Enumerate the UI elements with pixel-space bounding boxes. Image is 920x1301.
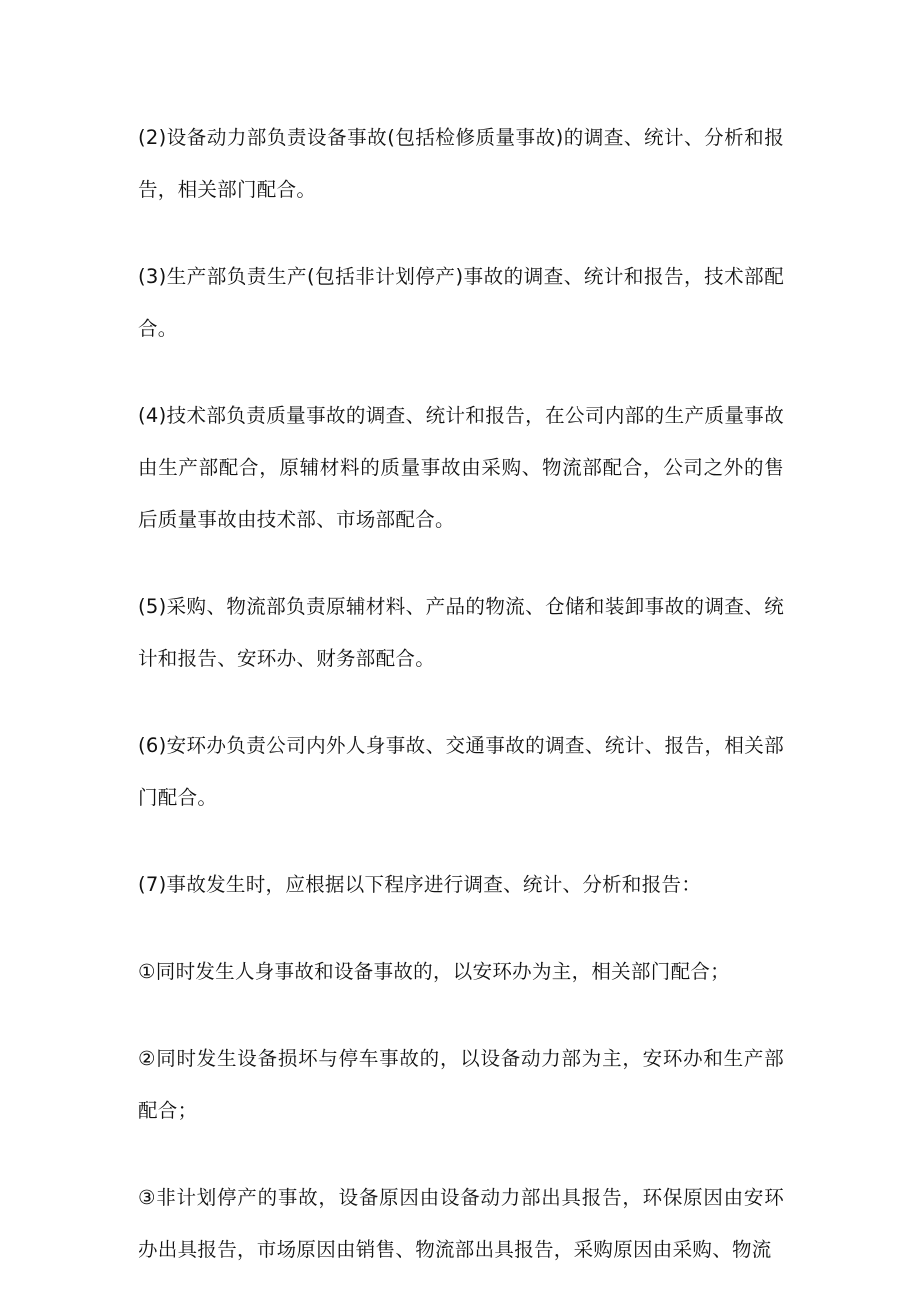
paragraph-7: (7)事故发生时，应根据以下程序进行调查、统计、分析和报告： <box>138 873 702 896</box>
list-item-3: ③非计划停产的事故，设备原因由设备动力部出具报告，环保原因由安环办出具报告，市场原因由销售、物流部出具报告，采购原因由采购、物流 <box>138 1186 784 1261</box>
list-item-2: ②同时发生设备损坏与停车事故的，以设备动力部为主，安环办和生产部配合； <box>138 1047 784 1122</box>
paragraph-5: (5)采购、物流部负责原辅材料、产品的物流、仓储和装卸事故的调查、统计和报告、安环办、财务部配合。 <box>138 595 784 670</box>
paragraph-3: (3)生产部负责生产(包括非计划停产)事故的调查、统计和报告，技术部配合。 <box>138 265 784 340</box>
paragraph-4: (4)技术部负责质量事故的调查、统计和报告，在公司内部的生产质量事故由生产部配合，原辅材料的质量事故由采购、物流部配合，公司之外的售后质量事故由技术部、市场部配合。 <box>138 404 784 531</box>
list-item-1: ①同时发生人身事故和设备事故的，以安环办为主，相关部门配合； <box>138 960 730 983</box>
paragraph-2: (2)设备动力部负责设备事故(包括检修质量事故)的调查、统计、分析和报告，相关部门配合。 <box>138 126 784 201</box>
paragraph-6: (6)安环办负责公司内外人身事故、交通事故的调查、统计、报告，相关部门配合。 <box>138 734 784 809</box>
